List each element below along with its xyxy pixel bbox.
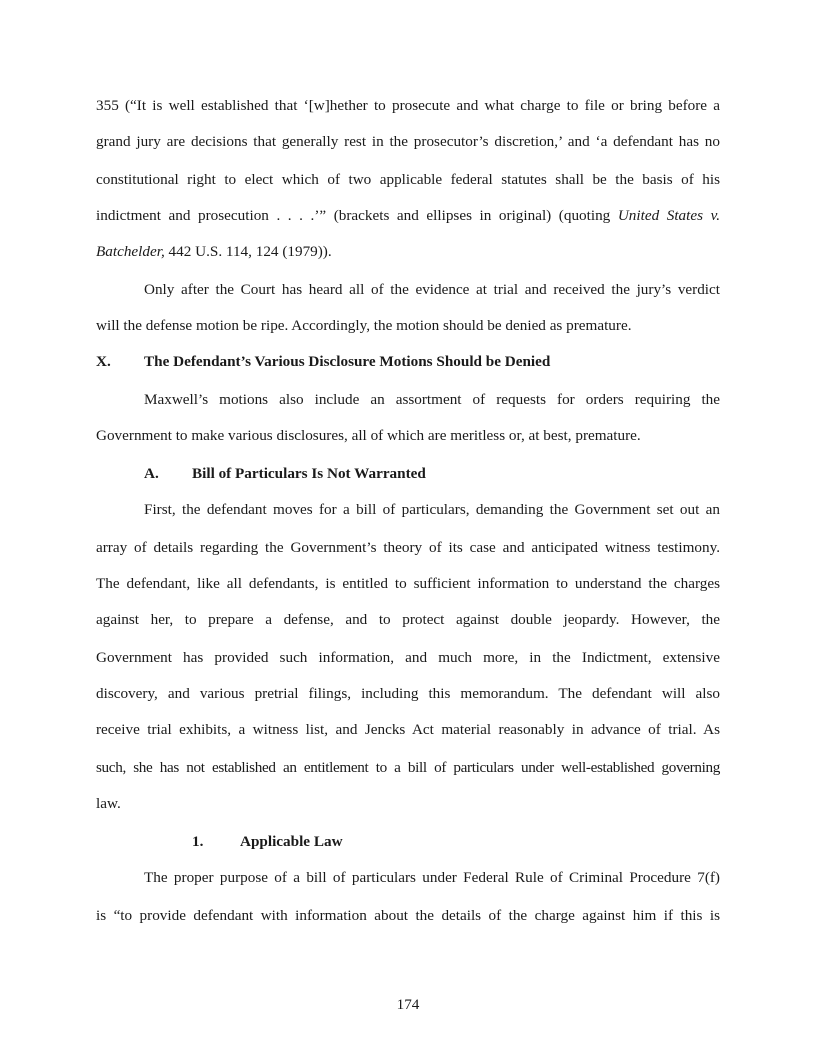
body-line: such, she has not established an entitlement to a bill of particulars under well-established governing <box>96 759 720 776</box>
body-line: is “to provide defendant with information about the details of the charge against him if this is <box>96 907 720 924</box>
body-line: The proper purpose of a bill of particulars under Federal Rule of Criminal Procedure 7(f) <box>144 869 720 886</box>
section-title: The Defendant’s Various Disclosure Motions Should be Denied <box>144 353 551 370</box>
case-citation: Batchelder, <box>96 243 165 260</box>
body-line: Government to make various disclosures, all of which are meritless or, at best, premature. <box>96 427 641 444</box>
subsection-title: Bill of Particulars Is Not Warranted <box>192 465 426 482</box>
body-line: discovery, and various pretrial filings, including this memorandum. The defendant will also <box>96 685 720 702</box>
body-text: indictment and prosecution . . . .’” (brackets and ellipses in original) (quoting <box>96 207 618 224</box>
body-line: Government has provided such information, and much more, in the Indictment, extensive <box>96 649 720 666</box>
subsection-number: A. <box>144 465 159 482</box>
body-line: law. <box>96 795 121 812</box>
body-line: receive trial exhibits, a witness list, and Jencks Act material reasonably in advance of trial. As <box>96 721 720 738</box>
body-line: 355 (“It is well established that ‘[w]hether to prosecute and what charge to file or bring before a <box>96 97 720 114</box>
item-number: 1. <box>192 833 204 850</box>
item-title: Applicable Law <box>240 833 343 850</box>
body-text: 442 U.S. 114, 124 (1979)). <box>164 243 332 260</box>
body-line: First, the defendant moves for a bill of particulars, demanding the Government set out an <box>144 501 720 518</box>
body-line <box>96 206 720 226</box>
body-line: Only after the Court has heard all of the evidence at trial and received the jury’s verdict <box>144 281 720 298</box>
body-line: constitutional right to elect which of two applicable federal statutes shall be the basis of his <box>96 171 720 188</box>
body-line: Maxwell’s motions also include an assortment of requests for orders requiring the <box>144 391 720 408</box>
body-line: The defendant, like all defendants, is entitled to sufficient information to understand the charges <box>96 575 720 592</box>
page-number: 174 <box>396 996 420 1013</box>
body-line: grand jury are decisions that generally rest in the prosecutor’s discretion,’ and ‘a defendant has no <box>96 133 720 150</box>
body-line: against her, to prepare a defense, and to protect against double jeopardy. However, the <box>96 611 720 628</box>
body-line: array of details regarding the Government’s theory of its case and anticipated witness testimony. <box>96 539 720 556</box>
section-number: X. <box>96 353 111 370</box>
case-citation: United States v. <box>617 207 720 224</box>
body-line <box>96 242 720 262</box>
body-line: will the defense motion be ripe. Accordingly, the motion should be denied as premature. <box>96 317 632 334</box>
